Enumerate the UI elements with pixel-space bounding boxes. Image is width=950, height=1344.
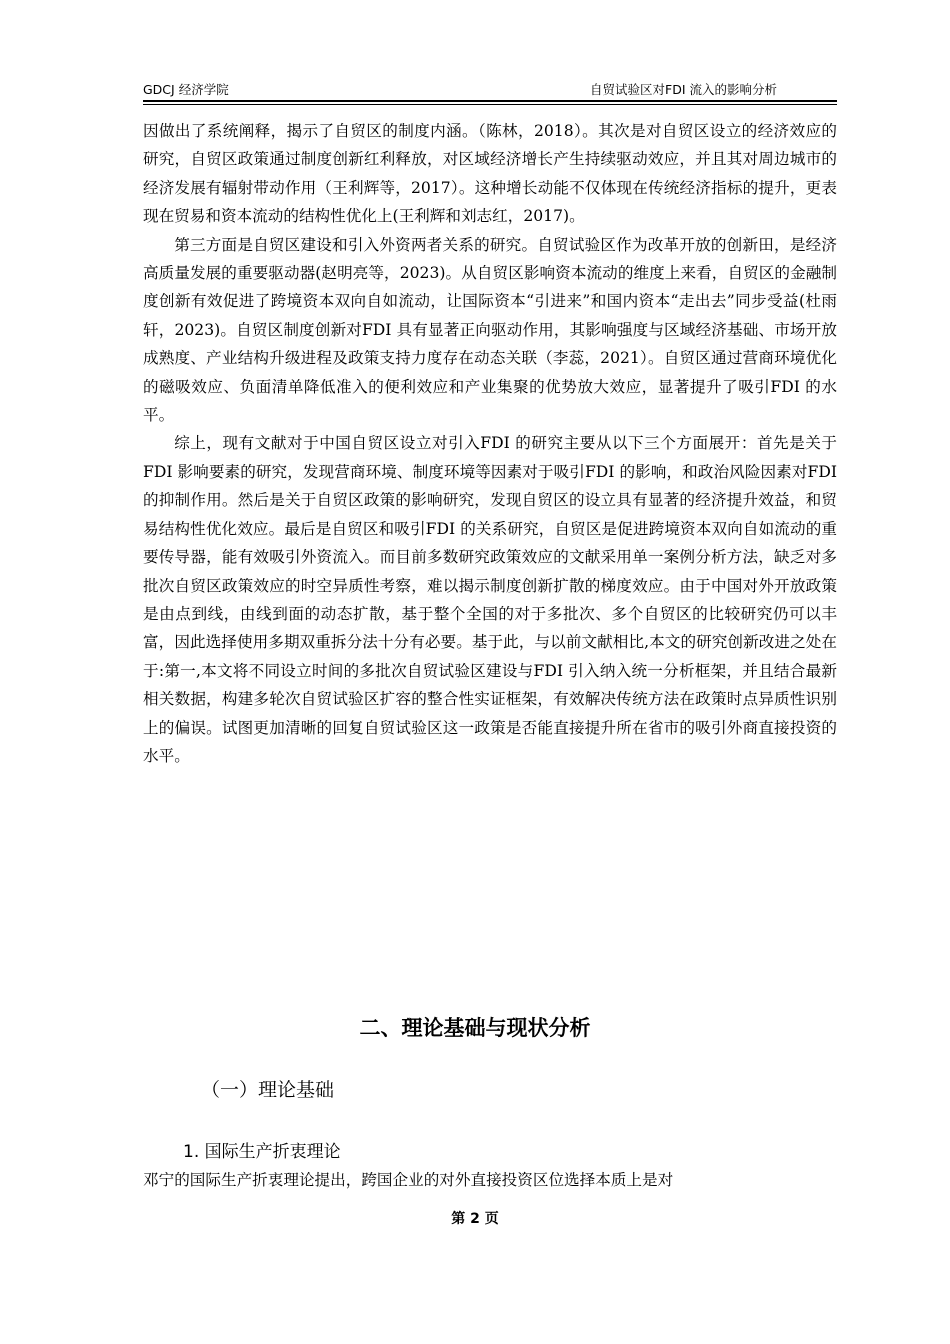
paragraph-1: 因做出了系统阐释，揭示了自贸区的制度内涵。（陈林，2018）。其次是对自贸区设立的经济效应的研究，自贸区政策通过制度创新红利释放，对区域经济增长产生持续驱动效应，并且其对周边城市的经济发展有辐射带动作用（王利辉等，2017）。这种增长动能不仅体现在传统经济指标的提升，更表现在贸易和资本流动的结构性优化上(王利辉和刘志红，2017)。 [143,122,837,226]
section-title: 二、理论基础与现状分析 [359,1016,591,1040]
header-left: GDCJ 经济学院 [143,82,229,97]
paragraph-4: 邓宁的国际生产折衷理论提出，跨国企业的对外直接投资区位选择本质上是对 [143,1171,674,1189]
page-number: 第 2 页 [451,1211,499,1227]
running-header [143,80,837,102]
paragraph-2: 第三方面是自贸区建设和引入外资两者关系的研究。自贸试验区作为改革开放的创新田，是经济高质量发展的重要驱动器(赵明亮等，2023)。从自贸区影响资本流动的维度上来看，自贸区的金融制度创新有效促进了跨境资本双向自如流动，让国际资本“引进来”和国内资本“走出去”同步受益(杜雨轩，2023)。自贸区制度创新对FDI 具有显著正向驱动作用，其影响强度与区域经济基础、市场开放成熟度、产业结构升级进程及政策支持力度存在动态关联（李蕊，2021）。自贸区通过营商环境优化的磁吸效应、负面清单降低准入的便利效应和产业集聚的优势放大效应，显著提升了吸引FDI 的水平。 [143,235,837,425]
subsection-title: （一）理论基础 [201,1079,335,1101]
header-rule-thin [143,104,837,105]
paragraph-4-wrapper [143,1166,837,1194]
paragraph-3: 综上，现有文献对于中国自贸区设立对引入FDI 的研究主要从以下三个方面展开：首先是关于FDI 影响要素的研究，发现营商环境、制度环境等因素对于吸引FDI 的影响，和政治风险因素对FDI 的抑制作用。然后是关于自贸区政策的影响研究，发现自贸区的设立具有显著的经济提升效益，和贸易结构性优化效应。最后是自贸区和吸引FDI 的关系研究，自贸区是促进跨境资本双向自如流动的重要传导器，能有效吸引外资流入。而目前多数研究政策效应的文献采用单一案例分析方法，缺乏对多批次自贸区政策效应的时空异质性考察，难以揭示制度创新扩散的梯度效应。由于中国对外开放政策是由点到线，由线到面的动态扩散，基于整个全国的对于多批次、多个自贸区的比较研究仍可以丰富，因此选择使用多期双重拆分法十分有必要。基于此，与以前文献相比,本文的研究创新改进之处在于:第一,本文将不同设立时间的多批次自贸试验区建设与FDI 引入纳入统一分析框架，并且结合最新相关数据，构建多轮次自贸试验区扩容的整合性实证框架，有效解决传统方法在政策时点异质性识别上的偏误。试图更加清晰的回复自贸试验区这一政策是否能直接提升所在省市的吸引外商直接投资的水平。 [143,434,837,765]
header-right: 自贸试验区对FDI 流入的影响分析 [590,82,777,97]
body-text [143,117,837,770]
header-rule-thick [143,100,837,102]
subsubsection-title: 1. 国际生产折衷理论 [183,1142,341,1162]
